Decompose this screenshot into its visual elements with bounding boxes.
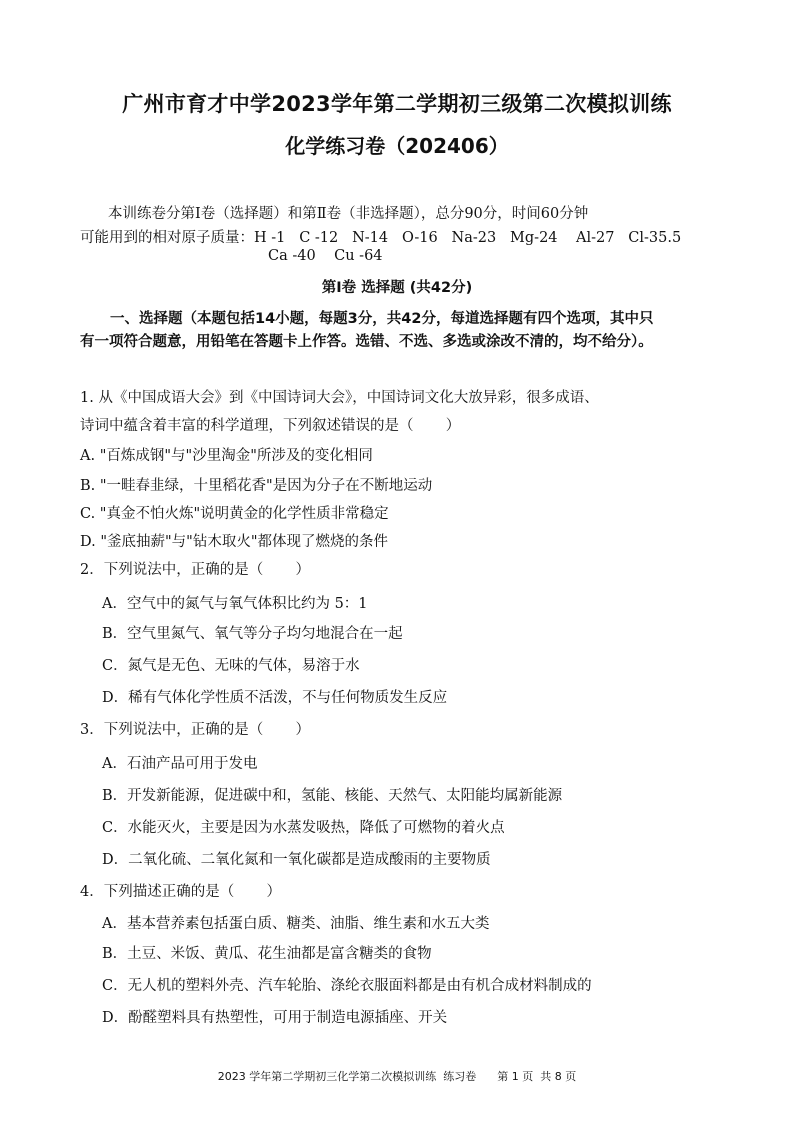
question-1-option-d: D. "釜底抽薪"与"钻木取火"都体现了燃烧的条件 xyxy=(80,534,389,550)
question-3-option-b: B．开发新能源，促进碳中和，氢能、核能、天然气、太阳能均属新能源 xyxy=(102,788,563,804)
document-title: 广州市育才中学2023学年第二学期初三级第二次模拟训练 xyxy=(122,92,672,116)
question-3-option-c: C．水能灭火，主要是因为水蒸发吸热，降低了可燃物的着火点 xyxy=(102,820,505,836)
page-footer: 2023 学年第二学期初三化学第二次模拟训练 练习卷 第 1 页 共 8 页 xyxy=(217,1070,577,1083)
exam-intro: 本训练卷分第Ⅰ卷（选择题）和第Ⅱ卷（非选择题），总分90分，时间60分钟 xyxy=(108,206,589,222)
atomic-masses: 可能用到的相对原子质量：H -1 C -12 N-14 O-16 Na-23 Mg-24 Al-27 Cl-35.5 xyxy=(80,230,682,246)
section-instructions: 一、选择题（本题包括14小题，每题3分，共42分，每道选择题有四个选项，其中只 xyxy=(110,311,654,327)
question-4-option-c: C．无人机的塑料外壳、汽车轮胎、涤纶衣服面料都是由有机合成材料制成的 xyxy=(102,978,592,994)
question-2-option-d: D．稀有气体化学性质不活泼，不与任何物质发生反应 xyxy=(102,690,448,706)
question-1-option-a: A. "百炼成钢"与"沙里淘金"所涉及的变化相同 xyxy=(80,448,373,464)
document-subtitle: 化学练习卷（202406） xyxy=(285,134,509,158)
question-1-option-c: C. "真金不怕火炼"说明黄金的化学性质非常稳定 xyxy=(80,506,389,522)
question-2-stem: 2．下列说法中，正确的是（ ） xyxy=(80,562,310,578)
question-2-option-a: A．空气中的氮气与氧气体积比约为 5：1 xyxy=(102,596,368,612)
question-1-stem: 1. 从《中国成语大会》到《中国诗词大会》，中国诗词文化大放异彩，很多成语、 xyxy=(80,390,599,406)
question-1-option-b: B. "一畦春韭绿，十里稻花香"是因为分子在不断地运动 xyxy=(80,478,433,494)
question-2-option-c: C．氮气是无色、无味的气体，易溶于水 xyxy=(102,658,360,674)
question-4-stem: 4．下列描述正确的是（ ） xyxy=(80,884,281,900)
question-1-stem-cont: 诗词中蕴含着丰富的科学道理，下列叙述错误的是（ ） xyxy=(80,418,461,434)
question-4-option-b: B．土豆、米饭、黄瓜、花生油都是富含糖类的食物 xyxy=(102,946,432,962)
question-3-stem: 3．下列说法中，正确的是（ ） xyxy=(80,722,310,738)
question-3-option-a: A．石油产品可用于发电 xyxy=(102,756,258,772)
part1-title: 第Ⅰ卷 选择题 (共42分) xyxy=(321,280,473,296)
question-4-option-d: D．酚醛塑料具有热塑性，可用于制造电源插座、开关 xyxy=(102,1010,448,1026)
question-4-option-a: A．基本营养素包括蛋白质、糖类、油脂、维生素和水五大类 xyxy=(102,916,490,932)
question-3-option-d: D．二氧化硫、二氧化氮和一氧化碳都是造成酸雨的主要物质 xyxy=(102,852,491,868)
section-instructions-cont: 有一项符合题意，用铅笔在答题卡上作答。选错、不选、多选或涂改不清的，均不给分）。 xyxy=(80,334,653,350)
question-2-option-b: B．空气里氮气、氧气等分子均匀地混合在一起 xyxy=(102,626,403,642)
atomic-masses-cont: Ca -40 Cu -64 xyxy=(268,248,383,264)
